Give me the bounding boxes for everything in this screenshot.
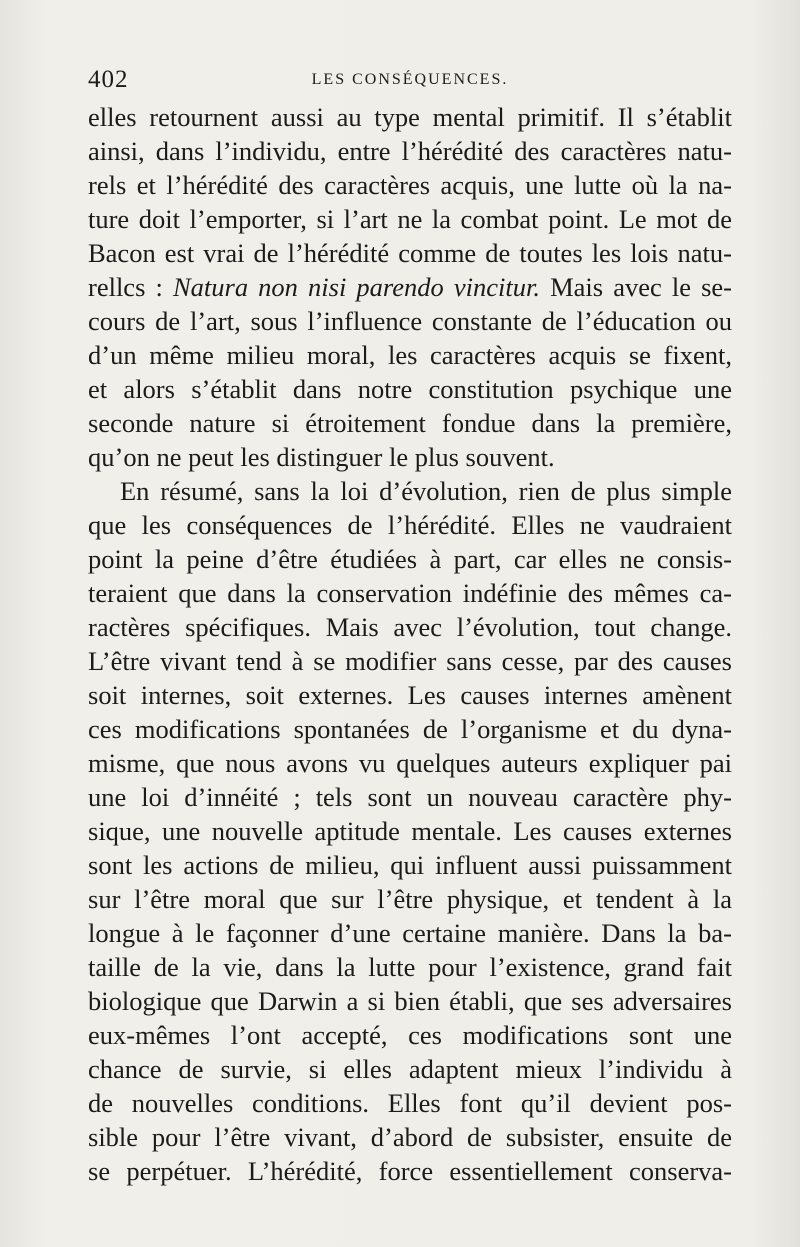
text-line-with-quote [88,270,732,304]
text-line: eux-mêmes l’ont accepté, ces modifications sont une [88,1020,732,1050]
text-line: d’un même milieu moral, les caractères acquis se fixent, [88,340,732,370]
text-line: sible pour l’être vivant, d’abord de subsister, ensuite de [88,1122,732,1152]
paragraph-2 [88,474,732,1188]
text-segment: rellcs : [88,272,173,302]
text-line: point la peine d’être étudiées à part, car elles ne consis- [88,544,732,574]
text-segment: Mais avec le se- [540,272,732,302]
page-header [88,66,732,100]
text-line: taille de la vie, dans la lutte pour l’existence, grand fait [88,952,732,982]
text-line: longue à le façonner d’une certaine manière. Dans la ba- [88,918,732,948]
latin-quote: Natura non nisi parendo vincitur. [172,272,540,302]
text-line: biologique que Darwin a si bien établi, que ses adversaires [88,986,732,1016]
text-line: ture doit l’emporter, si l’art ne la combat point. Le mot de [88,204,732,234]
text-line: seconde nature si étroitement fondue dans la première, [88,408,732,438]
text-line: ces modifications spontanées de l’organisme et du dyna- [88,714,732,744]
text-line: sique, une nouvelle aptitude mentale. Les causes externes [88,816,732,846]
text-line: se perpétuer. L’hérédité, force essentiellement conserva- [88,1156,732,1186]
page-number: 402 [88,66,129,93]
text-line: chance de survie, si elles adaptent mieux l’individu à [88,1054,732,1084]
text-line: soit internes, soit externes. Les causes internes amènent [88,680,732,710]
text-line: qu’on ne peut les distinguer le plus souvent. [88,442,555,472]
text-line: ractères spécifiques. Mais avec l’évolution, tout change. [88,612,732,642]
text-line: misme, que nous avons vu quelques auteurs expliquer pai [88,748,732,778]
text-line: elles retournent aussi au type mental primitif. Il s’établit [88,102,732,132]
text-line: Bacon est vrai de l’hérédité comme de toutes les lois natu- [88,238,732,268]
text-line: sur l’être moral que sur l’être physique, et tendent à la [88,884,732,914]
text-line: et alors s’établit dans notre constitution psychique une [88,374,732,404]
text-line: sont les actions de milieu, qui influent aussi puissamment [88,850,732,880]
text-line: une loi d’innéité ; tels sont un nouveau caractère phy- [88,782,732,812]
text-line: ainsi, dans l’individu, entre l’hérédité des caractères natu- [88,136,732,166]
paragraph-1 [88,100,732,474]
text-line: teraient que dans la conservation indéfinie des mêmes ca- [88,578,732,608]
text-line: rels et l’hérédité des caractères acquis, une lutte où la na- [88,170,732,200]
text-line: En résumé, sans la loi d’évolution, rien de plus simple [120,476,732,506]
text-line: de nouvelles conditions. Elles font qu’il devient pos- [88,1088,732,1118]
text-line: cours de l’art, sous l’influence constante de l’éducation ou [88,306,732,336]
running-title: LES CONSÉQUENCES. [311,71,509,88]
text-line: L’être vivant tend à se modifier sans cesse, par des causes [88,646,732,676]
text-line: que les conséquences de l’hérédité. Elles ne vaudraient [88,510,732,540]
page-body [88,100,732,1188]
